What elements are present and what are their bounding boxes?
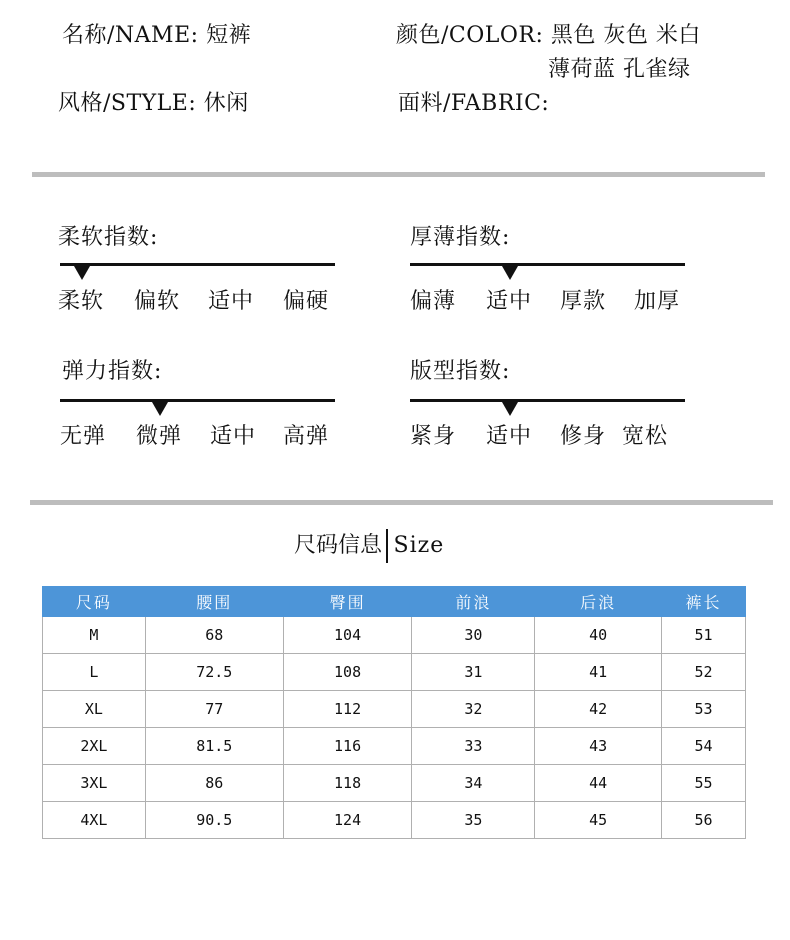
table-cell: 34 <box>412 765 535 802</box>
table-cell: 41 <box>535 654 662 691</box>
style-value: 休闲 <box>203 91 249 116</box>
table-cell: 116 <box>283 728 412 765</box>
index-option: 柔软 <box>58 289 105 314</box>
index-option: 适中 <box>208 289 255 314</box>
index-option: 无弹 <box>60 424 107 449</box>
size-table <box>42 586 746 839</box>
table-cell: 53 <box>662 691 746 728</box>
table-cell: 54 <box>662 728 746 765</box>
size-table-header <box>43 587 746 617</box>
table-cell: 55 <box>662 765 746 802</box>
index-option: 微弹 <box>136 424 183 449</box>
table-cell: 81.5 <box>145 728 283 765</box>
table-cell: 44 <box>535 765 662 802</box>
table-cell: L <box>43 654 146 691</box>
table-cell: 30 <box>412 617 535 654</box>
index-title-2: 弹力指数: <box>62 359 163 384</box>
table-row <box>43 765 746 802</box>
index-option: 加厚 <box>634 289 681 314</box>
table-cell: 32 <box>412 691 535 728</box>
table-cell: 77 <box>145 691 283 728</box>
table-cell: 118 <box>283 765 412 802</box>
table-cell: 40 <box>535 617 662 654</box>
table-cell: 33 <box>412 728 535 765</box>
index-scale-line <box>410 399 685 402</box>
index-marker-icon <box>74 266 90 280</box>
table-cell: 56 <box>662 802 746 839</box>
size-heading <box>294 528 444 563</box>
index-title-3: 版型指数: <box>410 359 511 384</box>
index-option: 偏软 <box>134 289 181 314</box>
table-cell: 2XL <box>43 728 146 765</box>
index-option: 适中 <box>210 424 257 449</box>
table-cell: 45 <box>535 802 662 839</box>
index-option: 高弹 <box>283 424 330 449</box>
index-option: 偏硬 <box>283 289 330 314</box>
product-fabric <box>398 86 549 117</box>
size-title-cn: 尺码信息 <box>294 533 383 558</box>
size-title-en: Size <box>393 533 445 558</box>
index-option: 紧身 <box>410 424 457 449</box>
divider-middle <box>30 500 773 505</box>
table-cell: 42 <box>535 691 662 728</box>
table-row <box>43 654 746 691</box>
color-line2: 薄荷蓝 孔雀绿 <box>548 57 691 82</box>
index-marker-icon <box>502 402 518 416</box>
header-hip: 臀围 <box>283 587 412 617</box>
table-cell: 4XL <box>43 802 146 839</box>
index-option: 偏薄 <box>410 289 457 314</box>
table-cell: 124 <box>283 802 412 839</box>
table-cell: 52 <box>662 654 746 691</box>
table-cell: 86 <box>145 765 283 802</box>
divider-top <box>32 172 765 177</box>
index-marker-icon <box>502 266 518 280</box>
table-cell: 112 <box>283 691 412 728</box>
product-name <box>62 18 251 49</box>
table-row <box>43 617 746 654</box>
color-line1: 黑色 灰色 米白 <box>550 23 701 48</box>
table-cell: 72.5 <box>145 654 283 691</box>
table-cell: 31 <box>412 654 535 691</box>
style-label: 风格/STYLE: <box>58 91 197 116</box>
table-row <box>43 802 746 839</box>
index-title-1: 厚薄指数: <box>410 225 511 250</box>
index-option: 适中 <box>486 424 533 449</box>
table-cell: 51 <box>662 617 746 654</box>
table-cell: 68 <box>145 617 283 654</box>
index-option: 厚款 <box>560 289 607 314</box>
header-back-rise: 后浪 <box>535 587 662 617</box>
table-row <box>43 728 746 765</box>
index-scale-line <box>410 263 685 266</box>
index-title-0: 柔软指数: <box>58 225 159 250</box>
index-scale-line <box>60 399 335 402</box>
table-cell: 104 <box>283 617 412 654</box>
table-cell: XL <box>43 691 146 728</box>
table-cell: 90.5 <box>145 802 283 839</box>
index-marker-icon <box>152 402 168 416</box>
table-cell: 43 <box>535 728 662 765</box>
table-row <box>43 691 746 728</box>
fabric-label: 面料/FABRIC: <box>398 91 550 116</box>
name-value: 短裤 <box>206 23 252 48</box>
product-color <box>396 18 701 49</box>
table-cell: M <box>43 617 146 654</box>
table-cell: 35 <box>412 802 535 839</box>
product-style <box>58 86 249 117</box>
size-title-separator <box>386 529 388 563</box>
header-front-rise: 前浪 <box>412 587 535 617</box>
index-option: 适中 <box>486 289 533 314</box>
index-option: 修身 <box>560 424 607 449</box>
header-waist: 腰围 <box>145 587 283 617</box>
name-label: 名称/NAME: <box>62 23 199 48</box>
index-scale-line <box>60 263 335 266</box>
table-cell: 108 <box>283 654 412 691</box>
header-size: 尺码 <box>43 587 146 617</box>
table-cell: 3XL <box>43 765 146 802</box>
color-label: 颜色/COLOR: <box>396 23 544 48</box>
header-length: 裤长 <box>662 587 746 617</box>
index-option: 宽松 <box>622 424 669 449</box>
